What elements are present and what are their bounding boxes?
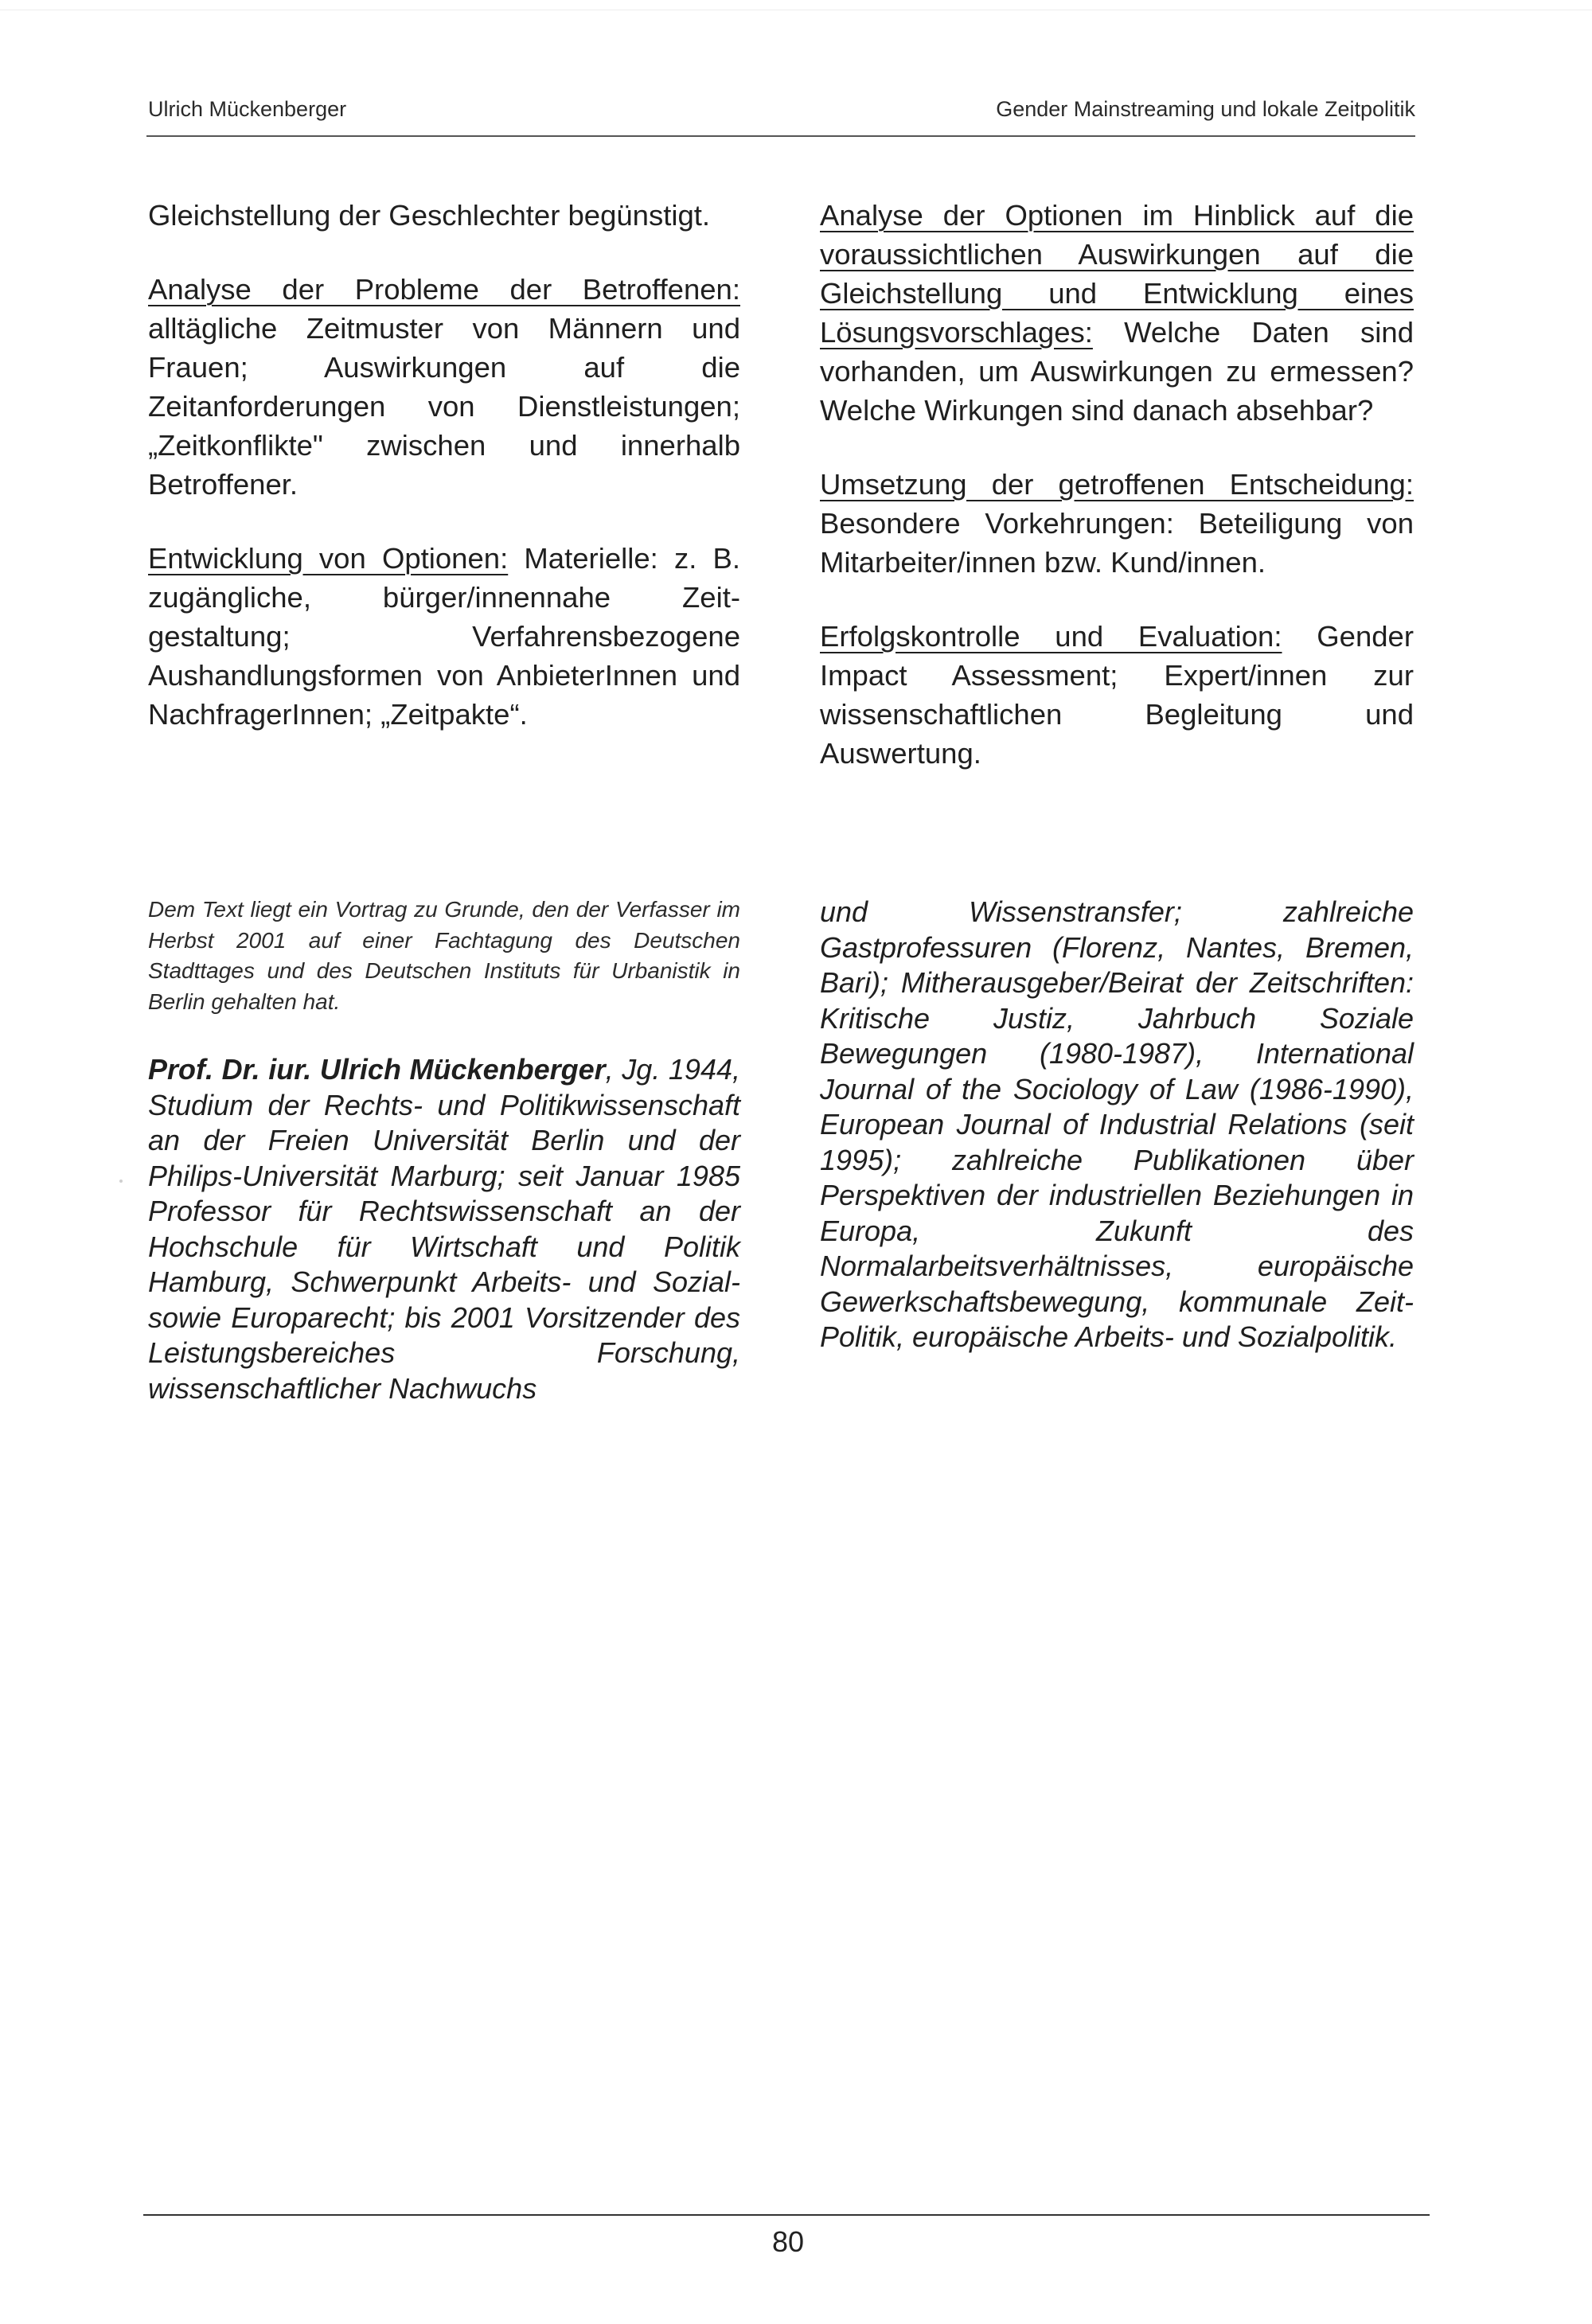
- author-name: Prof. Dr. iur. Ulrich Mückenberger: [148, 1053, 606, 1086]
- author-bio-text-right: und Wissenstransfer; zahlreiche Gastprofessuren (Florenz, Nantes, Bremen, Bari); Mitherausgeber/Beirat der Zeitschriften: Kritische Justiz, Jahrbuch Soziale Bewegungen (1980-1987), International Journal of the Sociology of Law (1986-1990), European Journal of Industrial Relations (seit 1995); zahlreiche Publikationen über Perspektiven der industriellen Beziehungen in Europa, Zukunft des Normalarbeitsverhältnisses, europäische Gewerkschaftsbewegung, kommunale Zeit-Politik, europäische Arbeits- und Sozialpolitik.: [820, 895, 1414, 1353]
- lecture-note: Dem Text liegt ein Vortrag zu Grunde, den der Verfasser im Herbst 2001 auf einer Fachtagung des Deutschen Stadttages und des Deutschen Instituts für Urbanistik in Berlin gehalten hat.: [148, 897, 740, 1014]
- text-problem-analysis: alltägliche Zeitmuster von Männern und Frauen; Auswirkungen auf die Zeitanforderungen von Dienstleistungen; „Zeitkonflikte" zwischen und innerhalb Betroffener.: [148, 312, 740, 501]
- margin-mark: [119, 1180, 123, 1183]
- page-number: 80: [771, 2225, 805, 2258]
- author-bio-text-left: , Jg. 1944, Studium der Rechts- und Politikwissenschaft an der Freien Universität Berlin und der Philips-Universität Marburg; seit Januar 1985 Professor für Rechtswissenschaft an der Hochschule für Wirtschaft und Politik Hamburg, Schwerpunkt Arbeits- und Sozial- sowie Europarecht; bis 2001 Vorsitzender des Leistungsbereiches Forschung, wissenschaftlicher Nachwuchs: [148, 1053, 740, 1405]
- heading-options-analysis: Analyse der Optionen im Hinblick auf die voraussichtlichen Auswirkungen auf die Gleichstellung und Entwicklung eines Lösungsvorschlages:: [820, 199, 1414, 349]
- paragraph-evaluation: [820, 617, 1414, 773]
- page-header: [146, 94, 1415, 137]
- heading-implementation: Umsetzung der getroffenen Entscheidung:: [820, 468, 1414, 501]
- heading-problem-analysis: Analyse der Probleme der Betroffenen:: [148, 273, 740, 306]
- left-column: [148, 196, 740, 769]
- text-evaluation: Gender Impact Assessment; Expert/innen zur wissenschaftlichen Begleitung und Auswertung.: [820, 620, 1414, 770]
- header-author: Ulrich Mückenberger: [148, 97, 347, 121]
- author-bio-start: [148, 1052, 740, 1406]
- paragraph-continuation: Gleichstellung der Geschlechter begünstigt.: [148, 199, 711, 232]
- bio-left-column: [148, 895, 740, 1406]
- text-options-analysis: Welche Daten sind vorhanden, um Auswirkungen zu ermessen? Welche Wirkungen sind danach absehbar?: [820, 316, 1414, 427]
- paragraph-options-development: [148, 539, 740, 734]
- right-column: [820, 196, 1414, 808]
- text-implementation: Besondere Vorkehrungen: Beteiligung von Mitarbeiter/innen bzw. Kund/innen.: [820, 507, 1414, 579]
- header-title: Gender Mainstreaming und lokale Zeitpolitik: [996, 97, 1415, 121]
- bio-right-column: [820, 895, 1414, 1355]
- text-options-development: Materielle: z. B. zugängliche, bürger/innennahe Zeit-gestaltung; Verfahrensbezogene Aushandlungsformen von AnbieterInnen und NachfragerInnen; „Zeitpakte“.: [148, 542, 740, 731]
- paragraph-implementation: [820, 465, 1414, 582]
- paragraph-problem-analysis: [148, 270, 740, 504]
- heading-evaluation: Erfolgskontrolle und Evaluation:: [820, 620, 1282, 653]
- paragraph-options-analysis: [820, 196, 1414, 430]
- heading-options-development: Entwicklung von Optionen:: [148, 542, 509, 575]
- footer-divider: [143, 2214, 1430, 2216]
